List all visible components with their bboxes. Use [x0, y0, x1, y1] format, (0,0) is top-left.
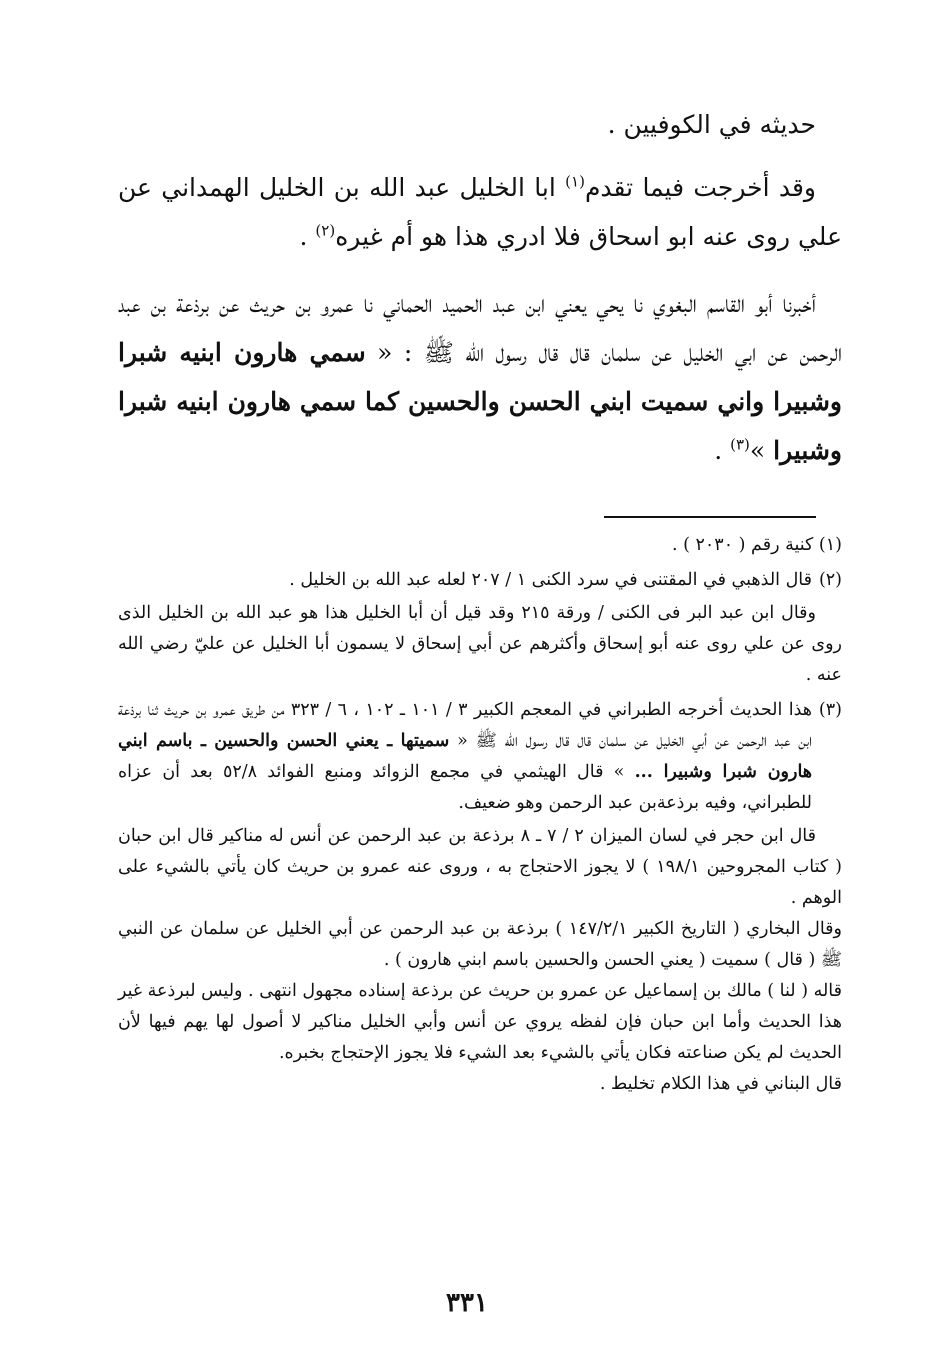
- footnote-3-continuation-2: [118, 914, 842, 976]
- footnote-3-continuation-4: [118, 1069, 842, 1100]
- footnote-2-number: (٢): [818, 570, 842, 590]
- paragraph-2: [118, 163, 842, 261]
- footnote-3-continuation-4-text: قال البناني في هذا الكلام تخليط .: [599, 1074, 842, 1094]
- footnote-3-number: (٣): [818, 700, 842, 720]
- footnote-2-text: قال الذهبي في المقتنى في سرد الكنى ١ / ٢٠٧ لعله عبد الله بن الخليل .: [289, 570, 812, 590]
- footnote-2-continuation: [118, 598, 842, 691]
- paragraph-1-text: حديثه في الكوفيين .: [607, 110, 816, 139]
- footnote-3-continuation-3: [118, 976, 842, 1069]
- paragraph-3-text-c: .: [714, 436, 731, 465]
- paragraph-2-text-a: وقد أخرجت فيما تقدم: [584, 173, 817, 202]
- footnote-1: [118, 530, 842, 561]
- page-number: ٣٣١: [446, 1288, 488, 1318]
- footnote-3-continuation-1: [118, 821, 842, 914]
- footnote-separator: [604, 516, 816, 518]
- paragraph-3: [118, 279, 842, 475]
- footnote-2-continuation-text: وقال ابن عبد البر فى الكنى / ورقة ٢١٥ وقد قيل أن أبا الخليل هذا هو عبد الله بن الخليل الذى روى عن علي روى عنه أبو إسحاق وأكثرهم عن أبي إسحاق لا يسمون أبا الخليل عن عليّ رضي الله عنه .: [118, 603, 842, 685]
- paragraph-3-text-b: »: [749, 436, 774, 465]
- footnote-1-text: (١) كنية رقم ( ٢٠٣٠ ) .: [671, 535, 842, 555]
- footnote-3-continuation-2-text: وقال البخاري ( التاريخ الكبير ١٤٧/٢/١ ) برذعة بن عبد الرحمن عن أبي الخليل عن سلمان عن النبي ﷺ ( قال ) سميت ( يعني الحسن والحسين باسم ابني هارون ) .: [118, 919, 842, 970]
- footnote-3-quote: سميتها ـ يعني الحسن والحسين ـ باسم ابني هارون شبرا وشبيرا ...: [118, 731, 813, 782]
- main-text: [118, 100, 842, 475]
- paragraph-2-text-b: ابا الخليل عبد الله بن الخليل الهمداني عن علي روى عنه ابو اسحاق فلا ادري هذا هو أم غيره: [118, 173, 842, 251]
- hadith-quote: سمي هارون ابنيه شبرا وشبيرا واني سميت ابني الحسن والحسين كما سمي هارون ابنيه شبرا وشبيرا: [118, 338, 842, 465]
- footnote-ref-1[interactable]: (١): [565, 172, 585, 191]
- footnote-ref-3[interactable]: (٣): [730, 435, 750, 454]
- footnote-ref-2[interactable]: (٢): [315, 221, 336, 240]
- paragraph-1: [118, 100, 842, 149]
- footnote-3-continuation-1-text: قال ابن حجر في لسان الميزان ٢ / ٧ ـ ٨ برذعة بن عبد الرحمن عن أنس له مناكير قال ابن حبان ( كتاب المجروحين ١٩٨/١ ) لا يجوز الاحتجاج به ، وروى عنه عمرو بن حريث كان يأتي بالشيء على الوهم .: [118, 826, 842, 908]
- footnote-3-text-a: هذا الحديث أخرجه الطبراني في المعجم الكبير ٣ / ١٠١ ـ ١٠٢ ، ٦ / ٣٢٣ من طريق عمرو بن حريث ثنا برذعة ابن عبد الرحمن عن أبي الخليل عن سلمان قال قال رسول الله ﷺ «: [118, 700, 812, 751]
- paragraph-3-text-a: أخبرنا أبو القاسم البغوي نا يحي يعني ابن عبد الحميد الحماني نا عمرو بن حريث عن برذعة بن عبد الرحمن عن ابي الخليل عن سلمان قال قال رسول الله ﷺ : «: [118, 289, 843, 367]
- footnote-3: [118, 695, 842, 819]
- footnotes: [118, 530, 842, 1100]
- footnote-3-continuation-3-text: قاله ( لنا ) مالك بن إسماعيل عن عمرو بن حريث عن برذعة إسناده مجهول انتهى . وليس لبرذعة غير هذا الحديث وأما ابن حبان فإن لفظه يروي عن أنس وأبي الخليل مناكير لا أصول لها يهم فيها لأن الحديث لم يكن صناعته فكان يأتي بالشيء بعد الشيء فلا يجوز الإحتجاج بخبره.: [118, 981, 842, 1063]
- paragraph-2-text-c: .: [299, 222, 316, 251]
- footnote-3-text-b: » قال الهيثمي في مجمع الزوائد ومنبع الفوائد ٥٢/٨ بعد أن عزاه للطبراني، وفيه برذعةبن عبد الرحمن وهو ضعيف.: [118, 762, 812, 813]
- footnote-2: [118, 565, 842, 596]
